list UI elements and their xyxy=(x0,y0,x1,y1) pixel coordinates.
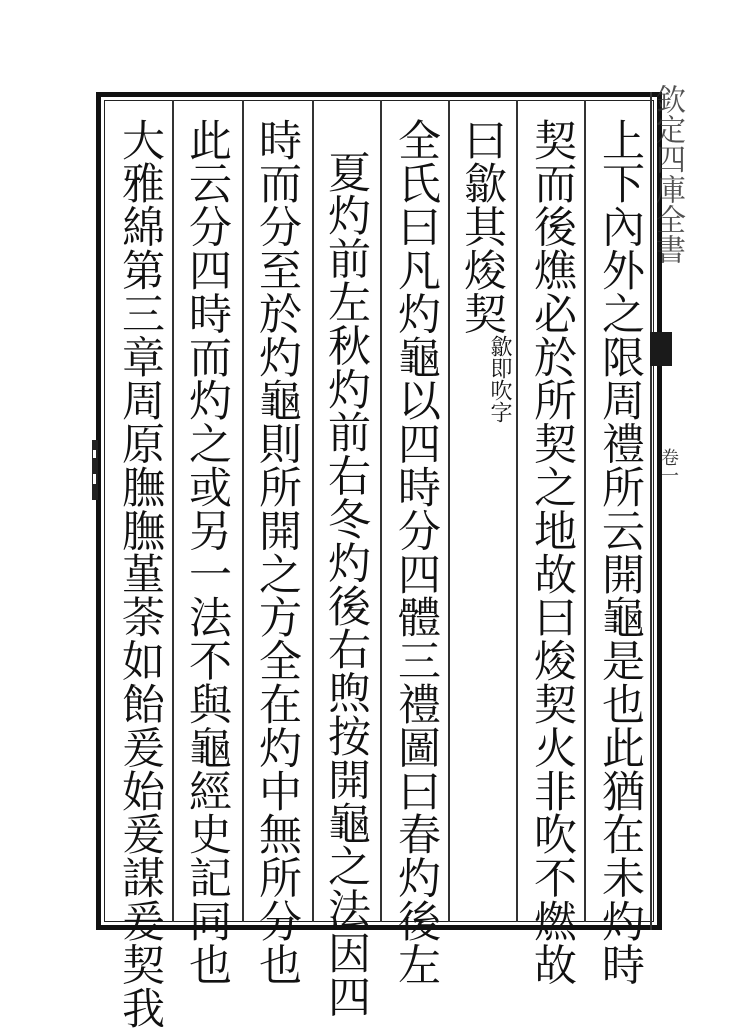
fore-edge-title: 欽定四庫全書 xyxy=(650,84,685,264)
column-rule xyxy=(584,100,586,922)
text-column-5: 夏灼前左秋灼前右冬灼後右煦按開龜之法因四 xyxy=(321,150,371,1018)
column-rule xyxy=(312,100,314,922)
text-column-8: 大雅綿第三章周原膴膴堇荼如飴爰始爰謀爰契我 xyxy=(115,118,165,1029)
note-line-2: 吹字 xyxy=(487,379,512,423)
text-column-4: 全氏曰凡灼龜以四時分四體三禮圖曰春灼後左 xyxy=(391,118,441,986)
text-column-1: 上下內外之限周禮所云開龜是也此猶在未灼時 xyxy=(595,118,645,986)
column-rule xyxy=(448,100,450,922)
text-column-3 xyxy=(452,118,512,918)
fishtail-mark xyxy=(650,332,672,366)
note-line-1: 歙即 xyxy=(487,335,512,379)
column-rule xyxy=(172,100,174,922)
binding-edge-mark xyxy=(90,440,102,500)
interlinear-note xyxy=(452,335,512,423)
column-rule xyxy=(242,100,244,922)
column-rule xyxy=(516,100,518,922)
column-3-main-text: 曰歙其焌契 xyxy=(457,118,507,335)
text-column-6: 時而分至於灼龜則所開之方全在灼中無所分也 xyxy=(252,118,302,986)
text-column-7: 此云分四時而灼之或另一法不與龜經史記同也 xyxy=(182,118,232,986)
column-rule xyxy=(380,100,382,922)
fore-edge-juan: 卷一 xyxy=(658,448,679,484)
text-column-2: 契而後燋必於所契之地故曰焌契火非吹不燃故 xyxy=(527,118,577,986)
